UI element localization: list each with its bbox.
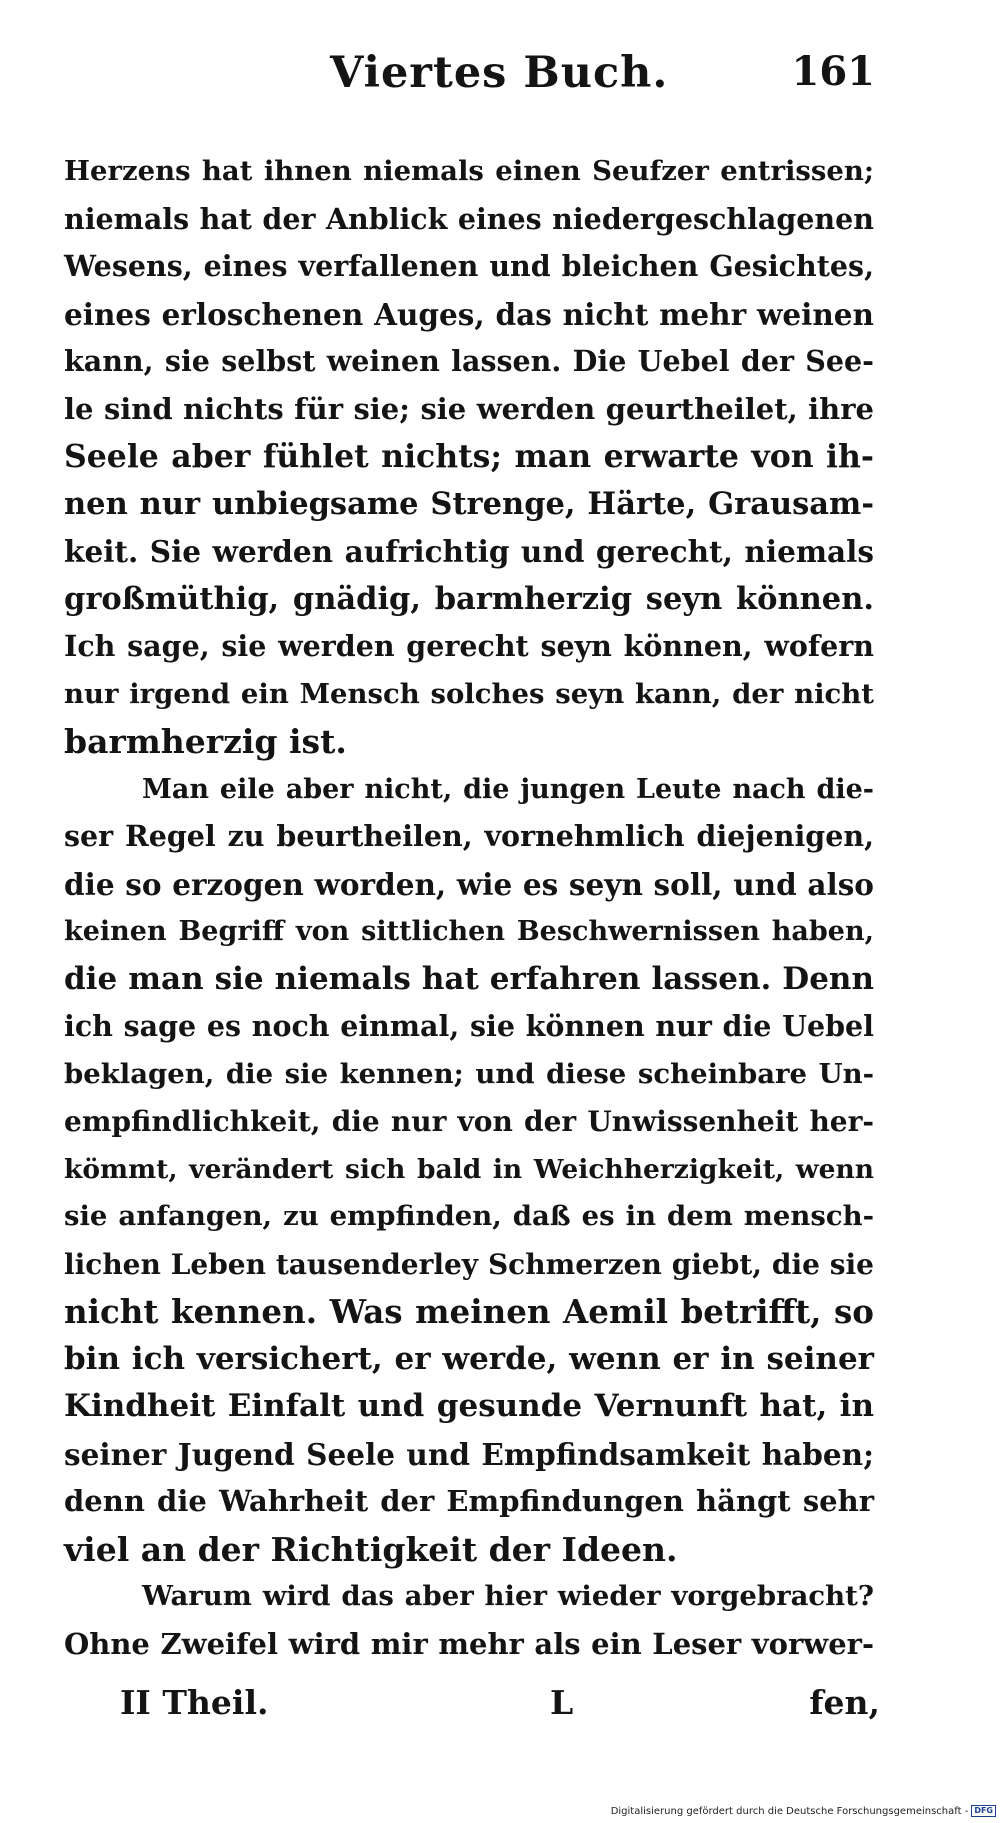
text-line: die man sie niemals hat erfahren lassen. Denn <box>64 960 874 997</box>
page-number: 161 <box>791 48 875 95</box>
text-line: viel an der Richtigkeit der Ideen. <box>64 1529 678 1569</box>
running-head <box>60 48 875 108</box>
text-line: kömmt, verändert sich bald in Weichherzigkeit, wenn <box>64 1153 874 1185</box>
text-line: barmherzig ist. <box>64 722 347 761</box>
body-text <box>64 148 874 1668</box>
text-line: die so erzogen worden, wie es seyn soll, und also <box>64 866 874 902</box>
text-line: nur irgend ein Mensch solches seyn kann, der nicht <box>64 677 874 710</box>
text-line: Wesens, eines verfallenen und bleichen Gesichtes, <box>64 249 874 283</box>
page-footer <box>120 1683 880 1733</box>
text-line: keinen Begriff von sittlichen Beschwernissen haben, <box>64 916 874 947</box>
text-line: kann, sie selbst weinen lassen. Die Uebel der See- <box>64 344 874 378</box>
text-line: empfindlichkeit, die nur von der Unwissenheit her- <box>64 1105 874 1138</box>
text-line: ich sage es noch einmal, sie können nur die Uebel <box>64 1009 874 1043</box>
text-line: eines erloschenen Auges, das nicht mehr weinen <box>64 296 874 332</box>
text-line: Kindheit Einfalt und gesunde Vernunft hat, in <box>64 1388 874 1424</box>
text-line: seiner Jugend Seele und Empfindsamkeit haben; <box>64 1436 874 1472</box>
text-line: Herzens hat ihnen niemals einen Seufzer entrissen; <box>64 155 874 187</box>
text-line: Man eile aber nicht, die jungen Leute nach die- <box>142 773 874 805</box>
text-line: nen nur unbiegsame Strenge, Härte, Grausam- <box>64 485 874 522</box>
text-line: le sind nichts für sie; sie werden geurtheilet, ihre <box>64 391 874 426</box>
text-line: nicht kennen. Was meinen Aemil betrifft, so <box>64 1292 874 1331</box>
text-line: Seele aber fühlet nichts; man erwarte von ih- <box>64 438 874 475</box>
text-line: beklagen, die sie kennen; und diese scheinbare Un- <box>64 1057 874 1090</box>
digitization-credit <box>611 1805 996 1817</box>
text-line: großmüthig, gnädig, barmherzig seyn können. <box>64 580 874 617</box>
dfg-logo-icon: DFG <box>971 1805 996 1817</box>
text-line: niemals hat der Anblick eines niedergeschlagenen <box>64 201 874 236</box>
text-line: Ich sage, sie werden gerecht seyn können, wofern <box>64 629 874 663</box>
text-line: sie anfangen, zu empfinden, daß es in dem mensch- <box>64 1200 874 1232</box>
catchword: fen, <box>809 1683 880 1722</box>
text-line: Ohne Zweifel wird mir mehr als ein Leser vorwer- <box>64 1626 874 1661</box>
text-line: keit. Sie werden aufrichtig und gerecht, niemals <box>64 534 874 569</box>
running-title: Viertes Buch. <box>330 48 669 98</box>
text-line: bin ich versichert, er werde, wenn er in seiner <box>64 1340 874 1377</box>
text-line: ser Regel zu beurtheilen, vornehmlich diejenigen, <box>64 819 874 853</box>
text-line: denn die Wahrheit der Empfindungen hängt sehr <box>64 1484 874 1518</box>
volume-signature: II Theil. <box>120 1683 269 1722</box>
sheet-mark: L <box>550 1683 574 1722</box>
text-line: lichen Leben tausenderley Schmerzen giebt, die sie <box>64 1247 874 1281</box>
credit-text: Digitalisierung gefördert durch die Deutsche Forschungsgemeinschaft - <box>610 1805 969 1817</box>
text-line: Warum wird das aber hier wieder vorgebracht? <box>142 1580 874 1612</box>
